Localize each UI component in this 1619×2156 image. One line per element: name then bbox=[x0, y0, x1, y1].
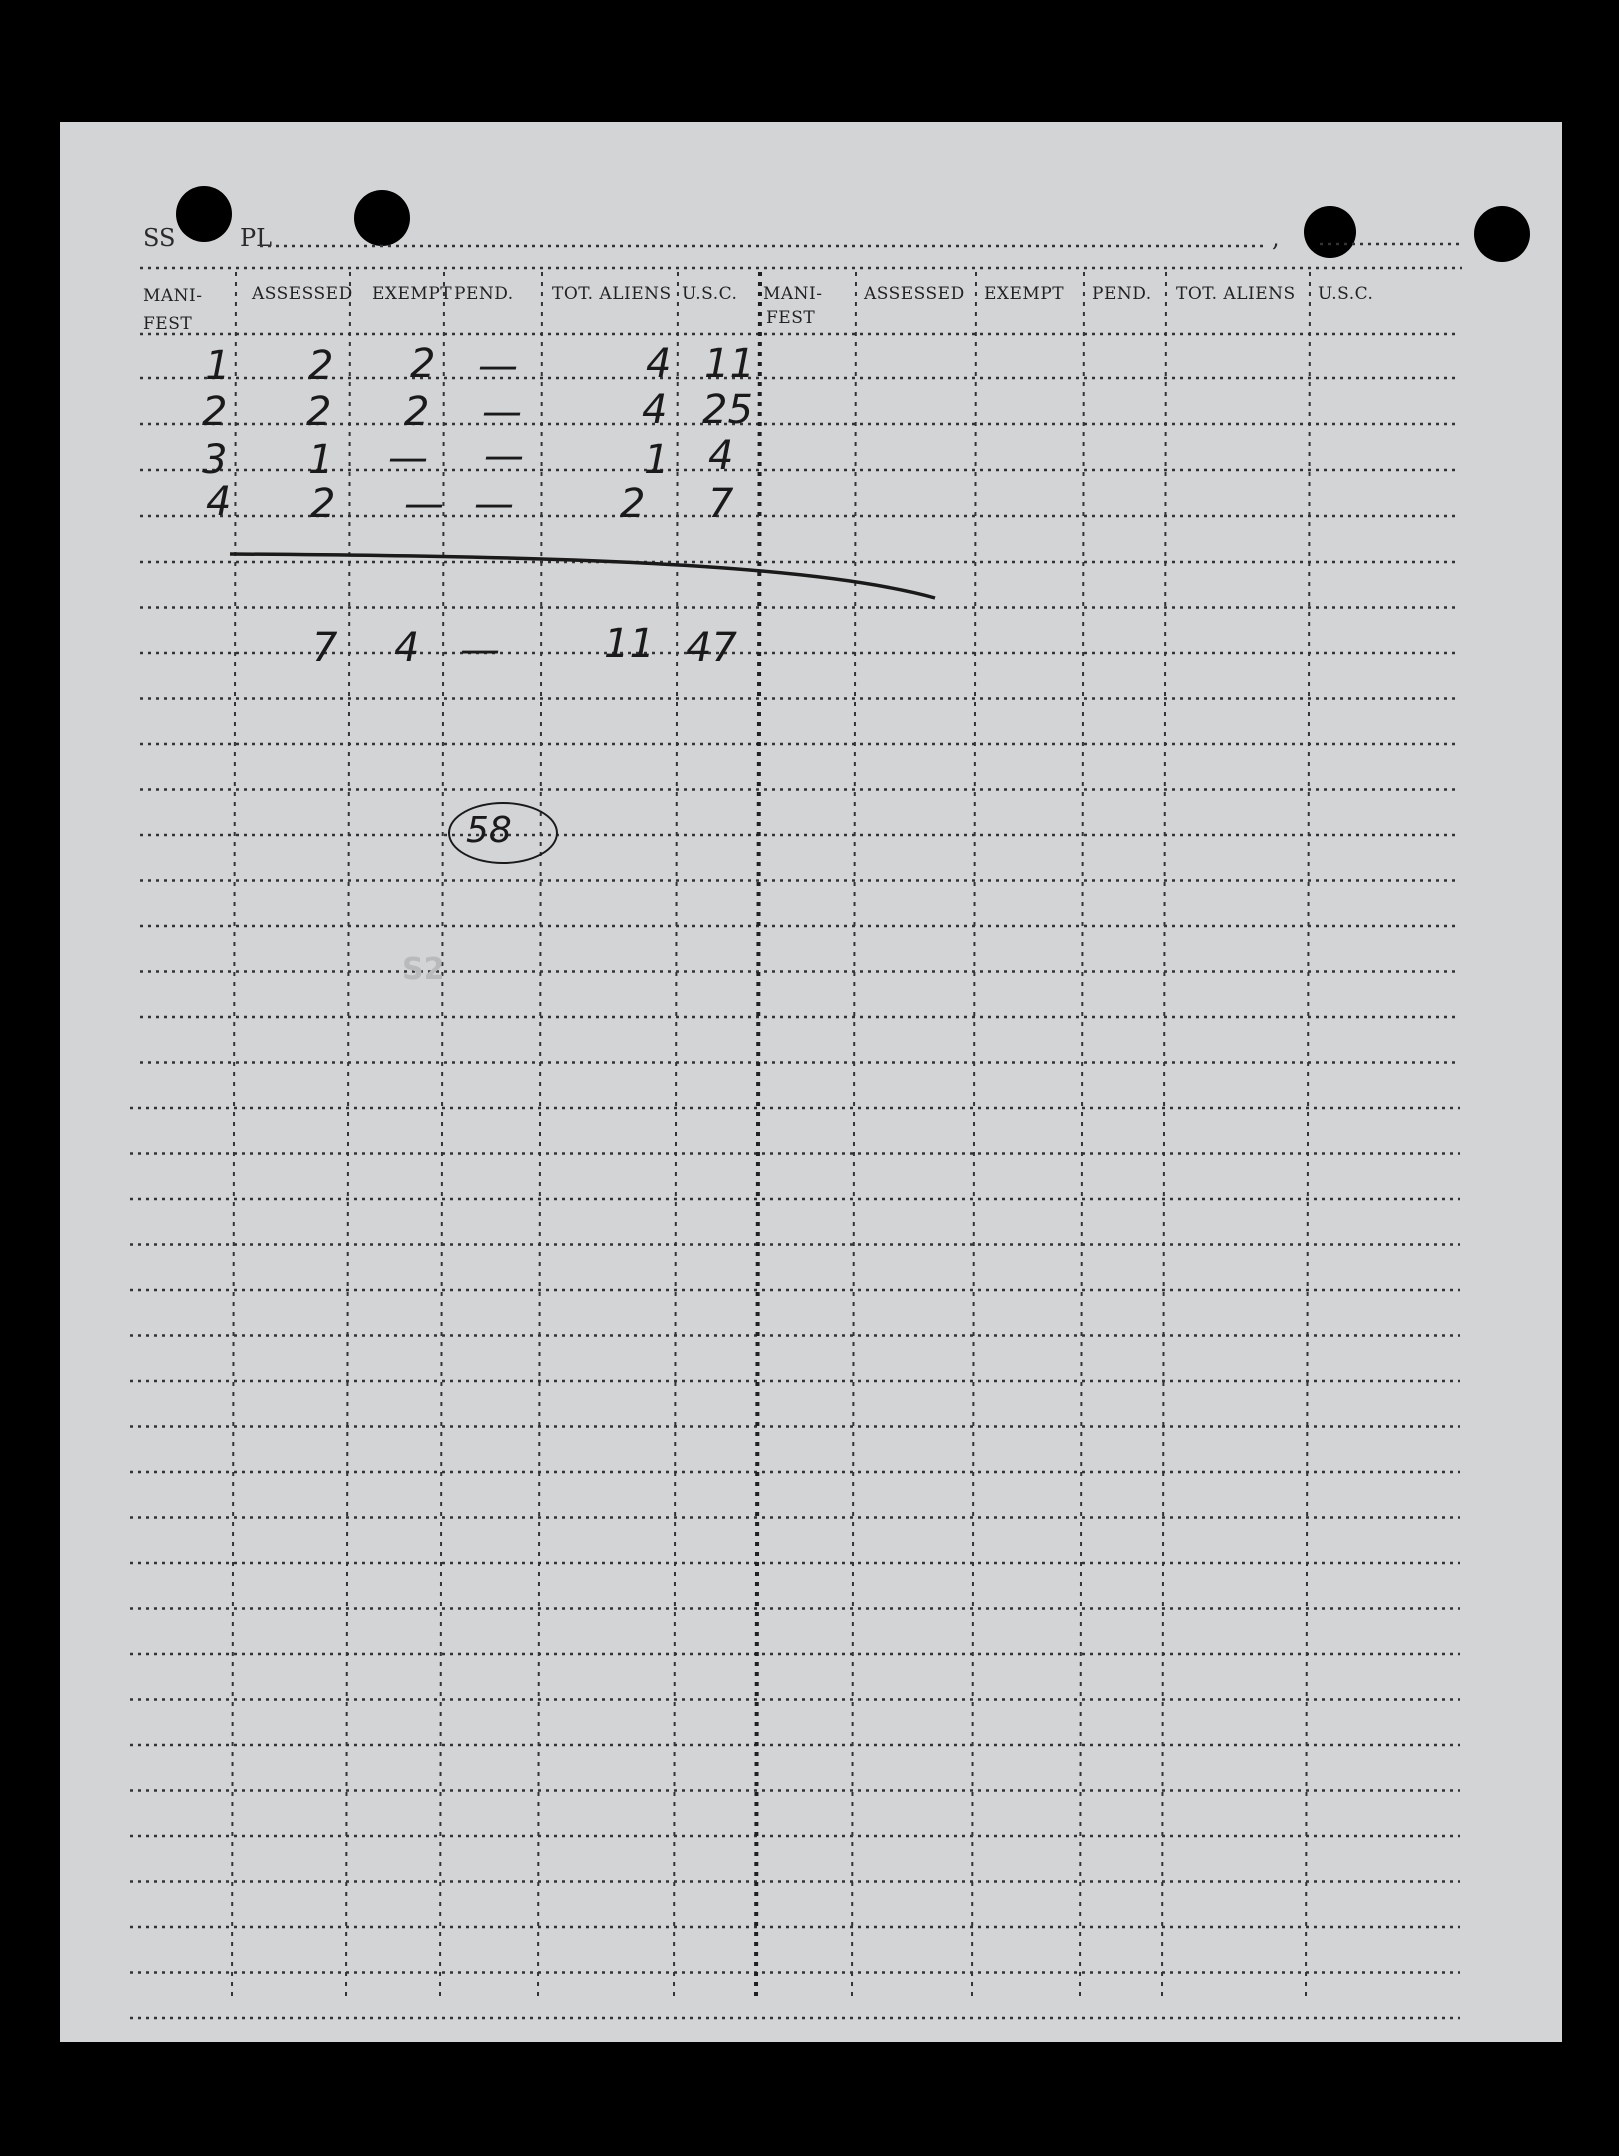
row-1-totaliens: 4 bbox=[646, 341, 672, 387]
row-2-pend: — bbox=[482, 389, 522, 435]
column-line bbox=[972, 272, 976, 2000]
col-header-assessed-right: ASSESSED bbox=[864, 284, 965, 304]
column-line bbox=[852, 272, 856, 2000]
col-header-assessed-left: ASSESSED bbox=[252, 284, 353, 304]
total-rule-line bbox=[230, 554, 935, 598]
row-1-assessed: 2 bbox=[308, 343, 334, 389]
circled-note: 58 bbox=[466, 810, 512, 851]
col-header-manifest-left: MANI- bbox=[143, 286, 203, 306]
row-3-assessed: 1 bbox=[308, 437, 334, 483]
total-assessed: 7 bbox=[312, 625, 338, 671]
row-1-usc: 11 bbox=[704, 341, 755, 387]
row-2-totaliens: 4 bbox=[642, 387, 668, 433]
row-2-manifest: 2 bbox=[202, 389, 228, 435]
row-3-exempt: — bbox=[388, 435, 428, 481]
row-2-exempt: 2 bbox=[404, 389, 430, 435]
row-4-manifest: 4 bbox=[206, 479, 232, 525]
col-header-fest-left: FEST bbox=[143, 314, 193, 334]
row-1-exempt: 2 bbox=[410, 341, 436, 387]
col-header-usc-right: U.S.C. bbox=[1318, 284, 1374, 304]
col-header-usc-left: U.S.C. bbox=[682, 284, 738, 304]
total-usc: 47 bbox=[686, 625, 737, 671]
total-pend: — bbox=[460, 627, 500, 673]
row-1-pend: — bbox=[478, 343, 518, 389]
ship-suffix: PL bbox=[240, 224, 273, 252]
col-header-totaliens-left: TOT. ALIENS bbox=[552, 284, 672, 304]
column-line bbox=[756, 272, 760, 2000]
row-3-totaliens: 1 bbox=[644, 437, 670, 483]
row-3-usc: 4 bbox=[708, 433, 734, 479]
row-2-assessed: 2 bbox=[306, 389, 332, 435]
row-4-totaliens: 2 bbox=[620, 481, 646, 527]
row-2-usc: 25 bbox=[702, 387, 753, 433]
row-3-manifest: 3 bbox=[202, 437, 228, 483]
faint-mark: S2 bbox=[402, 952, 445, 987]
col-header-exempt-left: EXEMPT bbox=[372, 284, 453, 304]
row-3-pend: — bbox=[484, 433, 524, 479]
column-line bbox=[1080, 272, 1084, 2000]
col-header-exempt-right: EXEMPT bbox=[984, 284, 1065, 304]
column-line bbox=[346, 272, 350, 2000]
row-4-exempt: — bbox=[404, 481, 444, 527]
ship-prefix: SS bbox=[143, 224, 176, 252]
column-line bbox=[1306, 272, 1310, 2000]
column-line bbox=[674, 272, 678, 2000]
total-totaliens: 11 bbox=[604, 621, 655, 667]
row-4-pend: — bbox=[474, 481, 514, 527]
row-4-assessed: 2 bbox=[310, 481, 336, 527]
col-header-totaliens-right: TOT. ALIENS bbox=[1176, 284, 1296, 304]
column-line bbox=[1162, 272, 1166, 2000]
col-header-pend-left: PEND. bbox=[454, 284, 514, 304]
row-4-usc: 7 bbox=[708, 481, 734, 527]
column-line bbox=[440, 272, 444, 2000]
header-comma: , bbox=[1272, 224, 1280, 252]
col-header-pend-right: PEND. bbox=[1092, 284, 1152, 304]
col-header-manifest-right: MANI- bbox=[763, 284, 823, 304]
column-line bbox=[232, 272, 236, 2000]
col-header-fest-right: FEST bbox=[766, 308, 816, 328]
column-line bbox=[538, 272, 542, 2000]
row-1-manifest: 1 bbox=[205, 343, 231, 389]
total-exempt: 4 bbox=[394, 625, 420, 671]
